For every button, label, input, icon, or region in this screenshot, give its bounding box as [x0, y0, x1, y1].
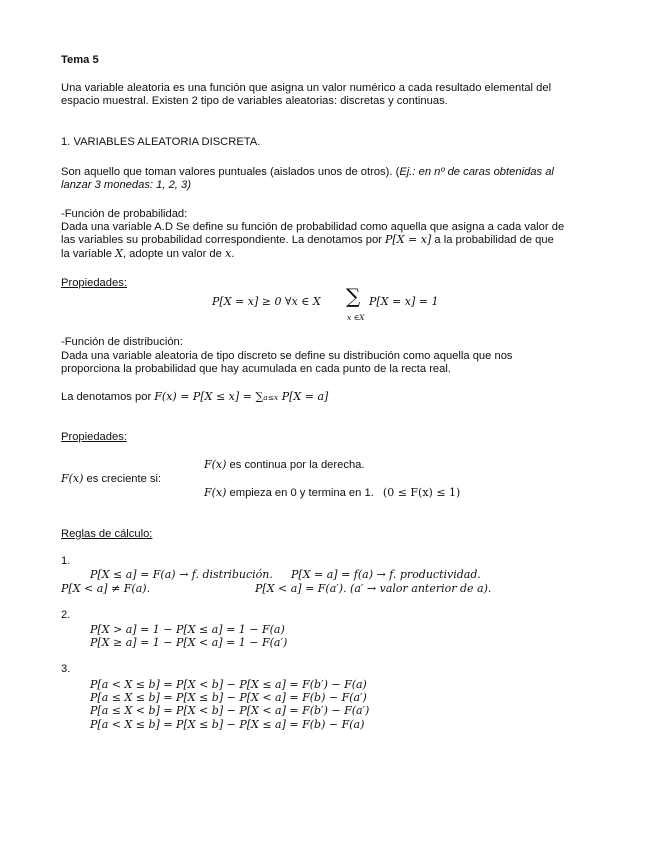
dist-func-label: -Función de distribución:: [61, 336, 183, 348]
prob-def-line-2: [61, 233, 554, 247]
rule3-number: 3.: [61, 663, 71, 675]
rule3-formula-4: P[a < X ≤ b] = P[X ≤ b] − P[X ≤ a] = F(b) − F(a): [90, 718, 365, 731]
prob-def-text-b: a la probabilidad de que: [434, 234, 554, 246]
rule2-formula-2: P[X ≥ a] = 1 − P[X < a] = 1 − F(a′): [90, 636, 288, 649]
prob-def-math-x2: x: [224, 247, 232, 260]
definition-line-1: [61, 165, 554, 179]
property2-right-1-text: es continua por la derecha.: [226, 459, 365, 471]
denotation-math: [154, 390, 328, 403]
property2-right-2: [204, 486, 460, 500]
prob-def-math-x: X: [115, 247, 123, 260]
property2-right-1-math: F(x): [204, 458, 227, 471]
rule1-formula-c: P[X < a] ≠ F(a).: [61, 582, 151, 595]
denotation-text: La denotamos por: [61, 391, 152, 403]
property2-left-text: es creciente si:: [83, 473, 162, 485]
rule3-formula-2: P[a ≤ X ≤ b] = P[X ≤ b] − P[X < a] = F(b) − F(a′): [90, 691, 367, 704]
section-heading: 1. VARIABLES ALEATORIA DISCRETA.: [61, 136, 261, 148]
dist-def-line-2: proporciona la probabilidad que hay acumulada en cada punto de la recta real.: [61, 363, 451, 375]
rule3-formula-1: P[a < X ≤ b] = P[X < b] − P[X ≤ a] = F(b′) − F(a): [90, 678, 367, 691]
rule1-formula-b: P[X = a] = f(a) → f. productividad.: [291, 568, 481, 581]
summation-symbol: ∑: [346, 284, 361, 308]
property2-right-1: [204, 458, 365, 472]
rule2-formula-1: P[X > a] = 1 − P[X ≤ a] = 1 − F(a): [90, 623, 285, 636]
properties-heading-2: Propiedades:: [61, 431, 127, 443]
prob-func-label: -Función de probabilidad:: [61, 208, 188, 220]
property2-left-math: F(x): [61, 472, 84, 485]
rule1-formula-d: P[X < a] = F(a′). (a′ → valor anterior de a).: [255, 582, 492, 595]
property2-left: [61, 472, 161, 486]
prob-def-text-a: las variables su probabilidad correspondiente. La denotamos por: [61, 234, 382, 246]
rule2-number: 2.: [61, 609, 71, 621]
denotation-line: [61, 390, 328, 405]
denotation-math-sub: a≤x: [263, 393, 279, 402]
rule1-number: 1.: [61, 555, 71, 567]
rule1-formula-a: P[X ≤ a] = F(a) → f. distribución.: [90, 568, 273, 581]
prob-def-math: P[X = x]: [385, 233, 432, 246]
denotation-math-a: F(x) = P[X ≤ x] = ∑: [154, 390, 264, 403]
denotation-math-b: P[X = a]: [278, 390, 329, 403]
dist-def-line-1: Dada una variable aleatoria de tipo discreto se define su distribución como aquella que nos: [61, 350, 513, 362]
properties-heading: Propiedades:: [61, 277, 127, 289]
definition-line-2: lanzar 3 monedas: 1, 2, 3): [61, 179, 191, 191]
property2-right-2-text: empieza en 0 y termina en 1.: [226, 487, 374, 499]
rule3-formula-3: P[a ≤ X < b] = P[X < b] − P[X < a] = F(b′) − F(a′): [90, 704, 370, 717]
property2-right-2-range: (0 ≤ F(x) ≤ 1): [382, 486, 461, 499]
summation-subscript: x ∈X: [347, 313, 365, 322]
prob-def-line-3: [61, 247, 234, 261]
prob-def-line-1: Dada una variable A.D Se define su función de probabilidad como aquella que asigna a cada valor de: [61, 221, 565, 233]
rules-heading: Reglas de cálculo:: [61, 528, 153, 540]
prob-def-text-e: .: [231, 248, 235, 260]
definition-example: Ej.: en nº de caras obtenidas al: [399, 166, 554, 178]
prob-def-text-c: la variable: [61, 248, 112, 260]
page-title: Tema 5: [61, 54, 99, 66]
property-formula-1: P[X = x] ≥ 0 ∀x ∈ X: [212, 295, 321, 308]
prob-def-text-d: , adopte un valor de: [122, 248, 222, 260]
intro-line-2: espacio muestral. Existen 2 tipo de variables aleatorias: discretas y continuas.: [61, 95, 448, 107]
intro-line-1: Una variable aleatoria es una función que asigna un valor numérico a cada resultado elemental del: [61, 82, 552, 94]
property-formula-2: P[X = x] = 1: [369, 295, 439, 308]
definition-text: Son aquello que toman valores puntuales (aislados unos de otros). (: [61, 166, 400, 178]
property2-right-2-math: F(x): [204, 486, 227, 499]
